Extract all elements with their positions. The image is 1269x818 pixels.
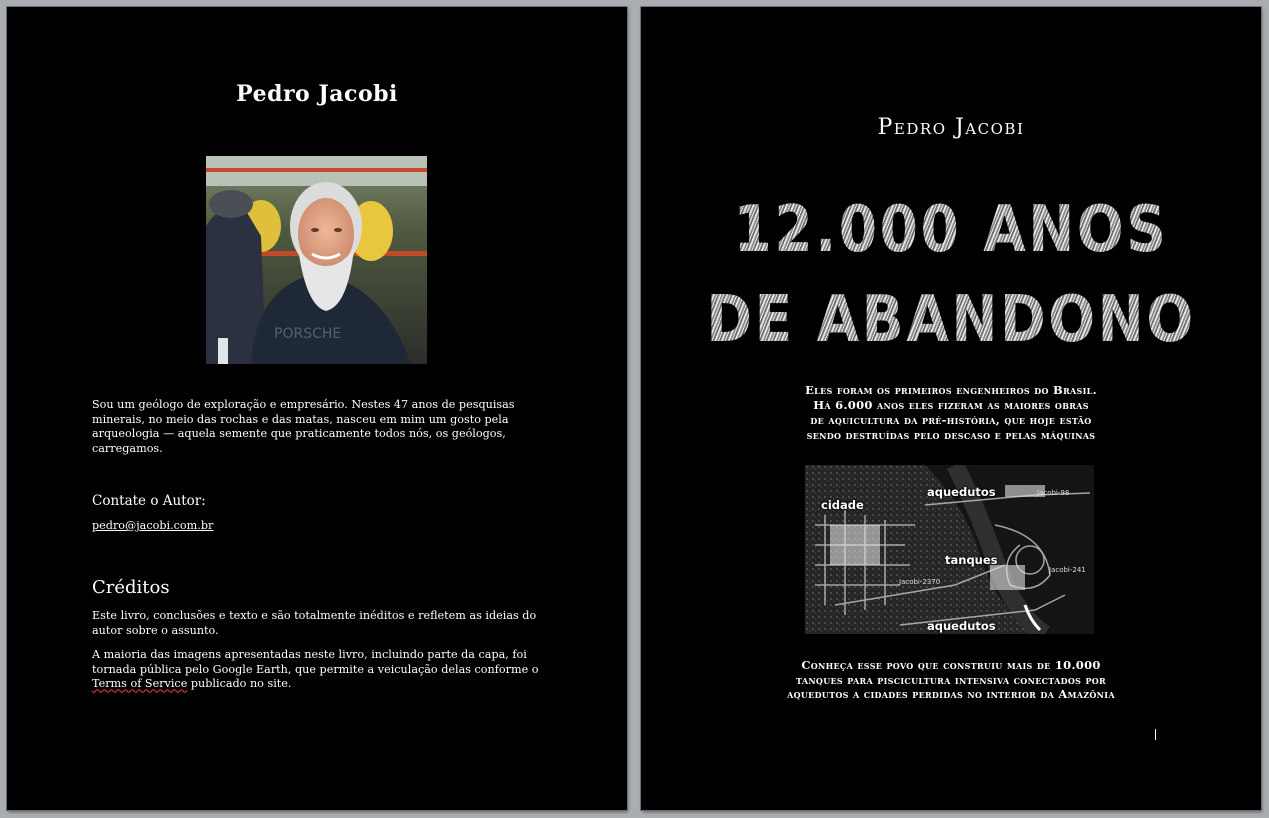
- left-page: [7, 7, 627, 810]
- tagline-line: Eles foram os primeiros engenheiros do Brasil.: [805, 383, 1097, 397]
- credits-heading: Créditos: [92, 577, 170, 598]
- closing-line: aquedutos a cidades perdidas no interior da Amazônia: [787, 687, 1115, 701]
- credits-paragraph-1: Este livro, conclusões e texto e são totalmente inéditos e refletem as ideias do autor sobre o assunto.: [92, 609, 537, 637]
- author-email-link[interactable]: pedro@jacobi.com.br: [92, 519, 214, 532]
- cover-title-line-1: 12.000 ANOS: [684, 193, 1217, 267]
- author-photo-image: [206, 156, 427, 364]
- cover-title-line-2: DE ABANDONO: [684, 283, 1217, 357]
- author-name-heading: Pedro Jacobi: [236, 81, 398, 107]
- cover-tagline: [641, 383, 1261, 443]
- cover-author-name: Pedro Jacobi: [877, 115, 1025, 140]
- map-marker-label: Jacobi-2370: [899, 578, 941, 586]
- shirt-logo-text: PORSCHE: [274, 326, 342, 342]
- tagline-line: Há 6.000 anos eles fizeram as maiores obras: [813, 398, 1089, 412]
- author-bio: Sou um geólogo de exploração e empresário. Nestes 47 anos de pesquisas minerais, no meio das rochas e das matas, nasceu em mim um gosto pela arqueologia — aquela semente que praticamente todos nós, os geólogos, carregamos.: [92, 398, 515, 455]
- satellite-map: [805, 465, 1094, 634]
- contact-label: Contate o Autor:: [92, 493, 206, 509]
- credits-paragraph-2-start: A maioria das imagens apresentadas neste livro, incluindo parte da capa, foi tornada pública pelo Google Earth, que permite a veiculação delas conforme o: [92, 648, 539, 676]
- cover-closing-text: [641, 658, 1261, 702]
- right-page: [641, 7, 1261, 810]
- credits-paragraph-2-end: publicado no site.: [187, 677, 292, 691]
- credits-paragraph-2: [92, 648, 542, 692]
- tagline-line: de aquicultura da pré-história, que hoje estão: [810, 413, 1092, 427]
- terms-of-service-text: Terms of Service: [92, 677, 188, 691]
- map-label-aqueducts-top: aquedutos: [927, 485, 996, 499]
- map-label-tanks: tanques: [945, 553, 998, 567]
- tagline-line: sendo destruídas pelo descaso e pelas máquinas: [806, 428, 1096, 442]
- closing-line: tanques para piscicultura intensiva conectados por: [796, 672, 1106, 687]
- map-label-city: cidade: [821, 498, 864, 512]
- text-cursor: [1155, 729, 1156, 740]
- author-photo: [206, 156, 427, 364]
- map-marker-label: Jacobi-241: [1049, 566, 1086, 574]
- map-marker-label: Jacobi-98: [1037, 489, 1070, 497]
- map-label-aqueducts-bottom: aquedutos: [927, 619, 996, 633]
- closing-line: Conheça esse povo que construiu mais de 10.000: [801, 658, 1101, 672]
